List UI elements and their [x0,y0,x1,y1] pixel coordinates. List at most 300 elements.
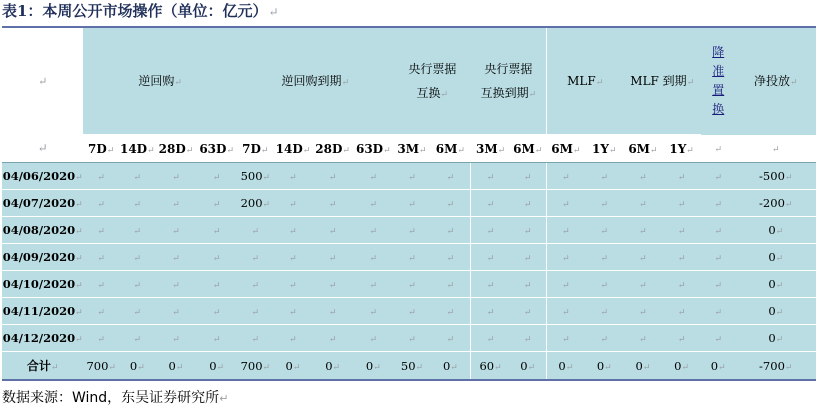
table-cell [237,217,274,244]
table-cell [156,325,197,352]
table-cell [662,298,701,325]
paragraph-mark: ↵ [262,173,271,183]
tenor-header-cell [353,135,394,163]
row-label-text: 04/12/2020 [2,331,76,345]
table-cell [471,271,510,298]
table-cell [119,190,156,217]
tenor-header-cell [662,135,701,163]
tenor-header-cell [83,135,119,163]
table-cell [119,352,156,381]
tenor-label: 1Y [669,141,687,156]
table-cell [624,325,663,352]
paragraph-mark: ↵ [251,281,260,291]
table-cell [312,298,353,325]
paragraph-mark: ↵ [75,254,83,264]
tenor-header-cell [546,135,585,163]
table-cell [196,271,237,298]
table-cell [736,271,817,298]
table-cell [471,244,510,271]
tenor-header-cell [471,135,510,163]
table-cell [196,163,237,190]
paragraph-mark: ↵ [133,227,142,237]
table-cell [119,163,156,190]
table-cell [736,352,817,381]
paragraph-mark: ↵ [251,308,260,318]
table-cell [83,244,119,271]
paragraph-mark: ↵ [185,145,194,156]
table-cell [510,325,547,352]
paragraph-mark: ↵ [681,362,690,373]
table-cell [312,244,353,271]
paragraph-mark: ↵ [714,173,722,183]
paragraph-mark: ↵ [408,308,416,318]
tenor-label: 7D [88,141,107,156]
paragraph-mark: ↵ [408,227,416,237]
table-cell [736,163,817,190]
paragraph-mark: ↵ [562,281,570,291]
paragraph-mark: ↵ [686,145,694,156]
paragraph-mark: ↵ [523,308,532,318]
table-cell [662,190,701,217]
table-cell [83,325,119,352]
table-cell [156,163,197,190]
paragraph-mark: ↵ [446,173,455,183]
paragraph-mark: ↵ [775,335,784,345]
paragraph-mark: ↵ [75,227,83,237]
paragraph-mark: ↵ [486,281,495,291]
paragraph-mark: ↵ [289,308,297,318]
paragraph-mark: ↵ [562,200,570,210]
header-corner: ↵ [2,27,83,135]
table-cell [394,352,431,381]
header-reverse-repo: 逆回购↵ [83,27,237,135]
paragraph-mark: ↵ [97,254,105,264]
table-cell [471,352,510,381]
table-cell [624,163,663,190]
total-row [2,352,816,381]
table-cell [312,325,353,352]
paragraph-mark: ↵ [775,308,784,318]
table-cell [237,271,274,298]
paragraph-mark: ↵ [369,308,378,318]
row-label [2,217,83,244]
table-cell [394,217,431,244]
paragraph-mark: ↵ [408,281,416,291]
paragraph-mark: ↵ [714,254,722,264]
table-cell [196,325,237,352]
paragraph-mark: ↵ [369,227,378,237]
cell-value: 0 [168,358,176,373]
table-cell [237,163,274,190]
paragraph-mark: ↵ [446,281,455,291]
paragraph-mark: ↵ [677,281,686,291]
table-cell [430,244,471,271]
paragraph-mark: ↵ [369,335,378,345]
table-cell [353,190,394,217]
paragraph-mark: ↵ [450,362,458,373]
table-cell [353,298,394,325]
row-label-text: 04/09/2020 [2,250,76,264]
paragraph-mark: ↵ [408,173,416,183]
paragraph-mark: ↵ [172,254,180,264]
paragraph-mark: ↵ [677,173,686,183]
paragraph-mark: ↵ [328,200,337,210]
tenor-header-cell [624,135,663,163]
tenor-header-cell [274,135,313,163]
paragraph-mark: ↵ [172,173,180,183]
row-label [2,244,83,271]
table-cell [624,298,663,325]
tenor-header-cell [736,135,817,163]
table-cell [701,163,736,190]
table-cell [274,352,313,381]
paragraph-mark: ↵ [714,308,722,318]
paragraph-mark: ↵ [523,281,532,291]
paragraph-mark: ↵ [373,362,381,373]
paragraph-mark: ↵ [494,362,502,373]
table-cell [196,217,237,244]
paragraph-mark: ↵ [714,281,722,291]
paragraph-mark: ↵ [262,200,271,210]
table-cell [736,325,817,352]
cell-value: 0 [325,358,333,373]
paragraph-mark: ↵ [147,145,155,156]
row-label-text: 合计 [26,359,51,373]
table-cell [353,325,394,352]
table-cell [662,163,701,190]
tenor-label: 63D [355,141,384,156]
paragraph-mark: ↵ [289,227,297,237]
paragraph-mark: ↵ [289,281,297,291]
paragraph-mark: ↵ [639,227,647,237]
table-cell [312,271,353,298]
paragraph-mark: ↵ [562,254,570,264]
table-cell [119,298,156,325]
table-cell [394,163,431,190]
paragraph-mark: ↵ [212,200,221,210]
paragraph-mark: ↵ [408,200,416,210]
cell-value: -200 [759,196,785,210]
table-cell [546,352,585,381]
paragraph-mark: ↵ [714,335,722,345]
paragraph-mark: ↵ [292,362,301,373]
table-cell [510,352,547,381]
table-cell [736,217,817,244]
table-cell [701,298,736,325]
paragraph-mark: ↵ [172,308,180,318]
row-label-text: 04/11/2020 [2,304,76,318]
table-row [2,325,816,352]
tenor-label: 7D [242,141,261,156]
tenor-header-cell [510,135,547,163]
table-cell [736,298,817,325]
cell-value: 60 [479,358,495,373]
tenor-header-cell [701,135,736,163]
row-label [2,298,83,325]
tenor-label: 1Y [592,141,609,156]
table-cell [353,163,394,190]
table-cell [196,244,237,271]
table-cell [546,325,585,352]
tenor-label: 28D [158,141,186,156]
cell-value: 0 [674,358,682,373]
paragraph-mark: ↵ [639,173,647,183]
paragraph-mark: ↵ [172,227,180,237]
table-cell [156,271,197,298]
paragraph-mark: ↵ [328,227,337,237]
paragraph-mark: ↵ [75,281,83,291]
table-cell [546,298,585,325]
paragraph-mark: ↵ [497,145,506,156]
table-cell [510,244,547,271]
paragraph-mark: ↵ [97,335,105,345]
paragraph-mark: ↵ [106,145,115,156]
table-cell [546,271,585,298]
table-cell [701,325,736,352]
table-cell [394,190,431,217]
paragraph-mark: ↵ [604,362,612,373]
paragraph-mark: ↵ [446,308,455,318]
cell-value: 0 [710,358,719,373]
cell-value: 0 [768,304,776,318]
paragraph-mark: ↵ [212,335,221,345]
cell-value: 0 [558,358,566,373]
paragraph-mark: ↵ [446,254,455,264]
paragraph-mark: ↵ [226,145,234,156]
paragraph-mark: ↵ [415,362,424,373]
paragraph-mark: ↵ [486,173,495,183]
paragraph-mark: ↵ [328,308,337,318]
table-cell [430,352,471,381]
paragraph-mark: ↵ [446,200,455,210]
paragraph-mark: ↵ [457,145,465,156]
paragraph-mark: ↵ [133,308,142,318]
table-cell [546,190,585,217]
paragraph-mark: ↵ [212,227,221,237]
table-cell [662,352,701,381]
table-cell [585,352,624,381]
paragraph-mark: ↵ [408,335,416,345]
table-cell [237,190,274,217]
paragraph-mark: ↵ [212,254,221,264]
paragraph-mark: ↵ [649,145,658,156]
header-reverse-repo-maturity: 逆回购到期↵ [237,27,394,135]
source-note: 数据来源：Wind，东吴证券研究所↵ [2,390,229,406]
row-label [2,163,83,190]
header-mlf-maturity: MLF 到期↵ [624,27,701,135]
table-cell [274,163,313,190]
paragraph-mark: ↵ [600,173,609,183]
row-label [2,352,83,381]
paragraph-mark: ↵ [50,363,59,373]
paragraph-mark: ↵ [342,145,350,156]
table-cell [83,298,119,325]
cell-value: -700 [759,358,785,373]
paragraph-mark: ↵ [639,308,647,318]
table-cell [196,298,237,325]
paragraph-mark: ↵ [714,200,722,210]
paragraph-mark: ↵ [639,281,647,291]
tenor-label: 3M [475,141,498,156]
table-cell [274,217,313,244]
paragraph-mark: ↵ [97,173,105,183]
tenor-corner: ↵ [2,135,83,163]
table-cell [585,190,624,217]
tenor-header-cell [237,135,274,163]
table-cell [585,325,624,352]
table-cell [471,163,510,190]
paragraph-mark: ↵ [523,200,532,210]
cell-value: 0 [209,358,217,373]
cell-value: 200 [240,196,263,210]
paragraph-mark: ↵ [775,281,784,291]
cell-value: 0 [596,358,605,373]
paragraph-mark: ↵ [677,254,686,264]
paragraph-mark: ↵ [369,254,378,264]
paragraph-mark: ↵ [289,335,297,345]
table-cell [585,271,624,298]
table-cell [394,244,431,271]
paragraph-mark: ↵ [369,200,378,210]
cell-value: 0 [768,223,776,237]
table-cell [83,217,119,244]
tenor-label: 14D [119,141,148,156]
table-cell [156,217,197,244]
row-label-text: 04/08/2020 [2,223,76,237]
paragraph-mark: ↵ [446,227,455,237]
table-cell [510,163,547,190]
cell-value: -500 [759,169,785,183]
paragraph-mark: ↵ [486,335,495,345]
paragraph-mark: ↵ [133,173,142,183]
paragraph-mark: ↵ [97,227,105,237]
table-cell [274,325,313,352]
paragraph-mark: ↵ [262,362,271,373]
table-cell [430,190,471,217]
paragraph-mark: ↵ [677,308,686,318]
table-cell [736,244,817,271]
paragraph-mark: ↵ [784,200,793,210]
table-cell [156,298,197,325]
paragraph-mark: ↵ [486,227,495,237]
table-cell [662,325,701,352]
paragraph-mark: ↵ [527,362,536,373]
paragraph-mark: ↵ [784,362,793,373]
table-cell [83,271,119,298]
table-row [2,271,816,298]
paragraph-mark: ↵ [260,145,269,156]
paragraph-mark: ↵ [600,281,609,291]
table-cell [83,190,119,217]
table-cell [312,163,353,190]
open-market-operations-table [2,26,816,381]
paragraph-mark: ↵ [600,200,609,210]
paragraph-mark: ↵ [408,254,416,264]
table-cell [510,217,547,244]
table-cell [701,217,736,244]
paragraph-mark: ↵ [383,145,391,156]
paragraph-mark: ↵ [486,200,495,210]
cell-value: 0 [635,358,643,373]
cell-value: 0 [520,358,528,373]
table-cell [312,217,353,244]
paragraph-mark: ↵ [600,227,609,237]
table-row [2,298,816,325]
paragraph-mark: ↵ [677,335,686,345]
table-cell [394,298,431,325]
paragraph-mark: ↵ [328,254,337,264]
paragraph-mark: ↵ [97,200,105,210]
paragraph-mark: ↵ [600,308,609,318]
paragraph-mark: ↵ [677,227,686,237]
paragraph-mark: ↵ [775,254,784,264]
tenor-label: 3M [397,141,420,156]
paragraph-mark: ↵ [212,308,221,318]
table-cell [585,163,624,190]
paragraph-mark: ↵ [523,335,532,345]
table-cell [274,271,313,298]
table-cell [353,271,394,298]
paragraph-mark: ↵ [137,362,145,373]
table-cell [119,325,156,352]
table-title: 表1：本周公开市场操作（单位：亿元）↵ [2,2,279,20]
table-cell [546,217,585,244]
table-cell [701,271,736,298]
cell-value: 0 [285,358,293,373]
cell-value: 0 [129,358,138,373]
table-cell [353,244,394,271]
table-cell [585,244,624,271]
table-cell [394,325,431,352]
tenor-header-cell [196,135,237,163]
table-cell [624,271,663,298]
table-cell [394,271,431,298]
table-cell [274,244,313,271]
row-label [2,190,83,217]
tenor-header-cell [312,135,353,163]
paragraph-mark: ↵ [600,254,609,264]
paragraph-mark: ↵ [562,173,570,183]
paragraph-mark: ↵ [714,227,722,237]
paragraph-mark: ↵ [328,173,337,183]
tenor-label: 14D [275,141,303,156]
paragraph-mark: ↵ [642,362,651,373]
paragraph-mark: ↵ [289,173,297,183]
cell-value: 0 [768,277,776,291]
table-cell [156,190,197,217]
header-net-injection: 净投放↵ [736,27,817,135]
paragraph-mark: ↵ [718,362,726,373]
tenor-label: 6M [513,141,535,156]
table-cell [546,244,585,271]
table-row [2,163,816,190]
paragraph-mark: ↵ [97,308,105,318]
paragraph-mark: ↵ [212,173,221,183]
cell-value: 0 [365,358,374,373]
paragraph-mark: ↵ [486,308,495,318]
paragraph-mark: ↵ [562,335,570,345]
table-cell [471,190,510,217]
table-cell [430,298,471,325]
table-cell [353,352,394,381]
tenor-label: 28D [315,141,343,156]
paragraph-mark: ↵ [216,362,225,373]
table-cell [430,217,471,244]
table-row [2,217,816,244]
paragraph-mark: ↵ [534,145,543,156]
tenor-header-row [2,135,816,163]
paragraph-mark: ↵ [251,254,260,264]
